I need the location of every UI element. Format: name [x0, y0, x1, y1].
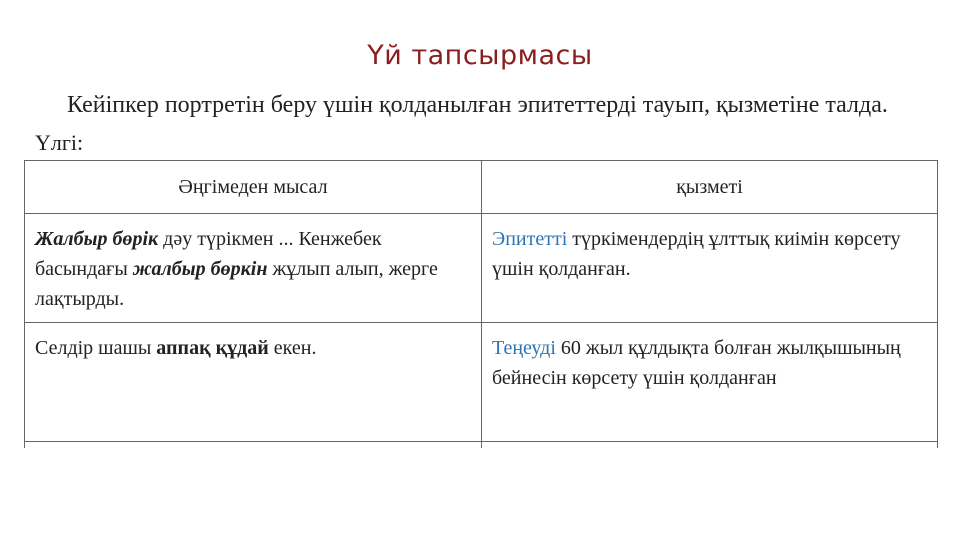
- function-text: түркімендердің ұлттық киімін көрсету үшін қолданған.: [492, 228, 901, 280]
- header-example: Әңгімеден мысал: [25, 161, 482, 214]
- example-text: дәу түрікмен ... Кенжебек басындағы: [35, 228, 382, 280]
- empty-cell: [25, 442, 482, 449]
- example-emph: Жалбыр бөрік: [35, 228, 159, 250]
- example-table: [24, 160, 938, 448]
- task-instruction: [35, 86, 925, 162]
- example-cell: [25, 323, 482, 442]
- page-title: Үй тапсырмасы: [367, 40, 593, 71]
- function-term: Теңеуді: [492, 337, 556, 359]
- function-term: Эпитетті: [492, 228, 568, 250]
- table-header-row: [25, 161, 938, 214]
- sample-label: Үлгі:: [35, 130, 84, 155]
- task-text: Кейіпкер портретін беру үшін қолданылған эпитеттерді тауып, қызметіне талда.: [67, 92, 888, 118]
- function-cell: [482, 214, 938, 323]
- table-row-cutoff: [25, 442, 938, 449]
- function-cell: [482, 323, 938, 442]
- example-cell: [25, 214, 482, 323]
- table-row: [25, 323, 938, 442]
- function-text: 60 жыл құлдықта болған жылқышының бейнесін көрсету үшін қолданған: [492, 337, 901, 389]
- table-row: [25, 214, 938, 323]
- example-text: Селдір шашы: [35, 337, 157, 359]
- example-emph: аппақ құдай: [156, 337, 269, 359]
- empty-cell: [482, 442, 938, 449]
- example-emph: жалбыр бөркін: [132, 258, 268, 280]
- header-function: қызметі: [482, 161, 938, 214]
- example-text: екен.: [268, 337, 317, 359]
- example-text: жұлып алып, жерге лақтырды.: [35, 258, 438, 310]
